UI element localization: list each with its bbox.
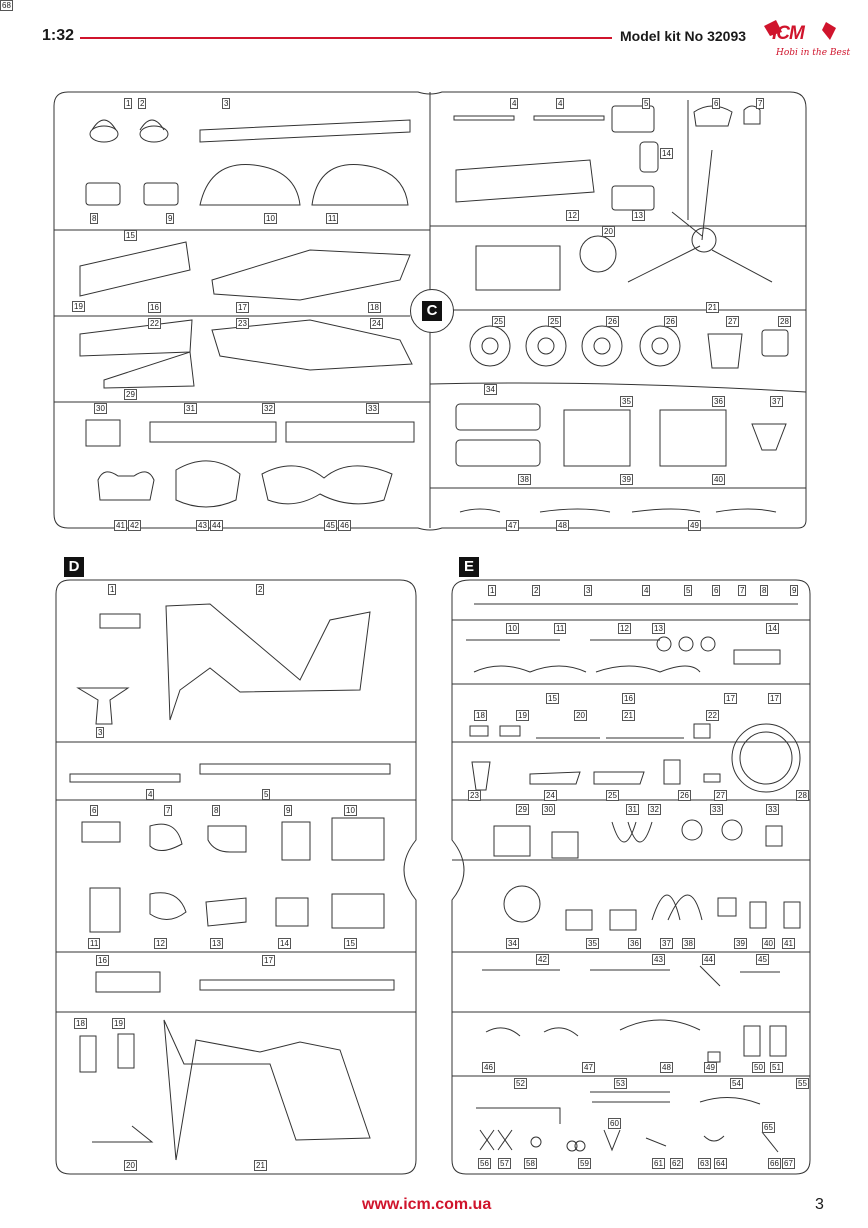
part-number-label: 16 bbox=[624, 694, 633, 703]
part-number-label: 42 bbox=[538, 955, 547, 964]
header-rule bbox=[80, 37, 612, 39]
part-number-label: 31 bbox=[186, 404, 195, 413]
part-number-label: 20 bbox=[126, 1161, 135, 1170]
part-number-label: 12 bbox=[156, 939, 165, 948]
part-number-label: 32 bbox=[650, 805, 659, 814]
part-number-label: 40 bbox=[714, 475, 723, 484]
part-number-label: 64 bbox=[716, 1159, 725, 1168]
part-number-label: 46 bbox=[484, 1063, 493, 1072]
part-number-label: 5 bbox=[644, 99, 649, 108]
part-number-label: 10 bbox=[346, 806, 355, 815]
part-number-label: 21 bbox=[708, 303, 717, 312]
part-number-label: 23 bbox=[470, 791, 479, 800]
part-number-label: 44 bbox=[212, 521, 221, 530]
brand-logo: ICM bbox=[772, 23, 804, 44]
part-number-label: 5 bbox=[686, 586, 691, 595]
part-number-label: 28 bbox=[798, 791, 807, 800]
part-number-label: 16 bbox=[150, 303, 159, 312]
part-number-label: 45 bbox=[758, 955, 767, 964]
part-number-label: 26 bbox=[666, 317, 675, 326]
part-number-label: 7 bbox=[758, 99, 763, 108]
part-number-label: 14 bbox=[662, 149, 671, 158]
part-number-label: 13 bbox=[212, 939, 221, 948]
part-number-label: 52 bbox=[516, 1079, 525, 1088]
part-number-label: 6 bbox=[714, 99, 719, 108]
part-number-label: 38 bbox=[520, 475, 529, 484]
part-number-label: 9 bbox=[286, 806, 291, 815]
part-number-label: 19 bbox=[74, 302, 83, 311]
part-number-label: 44 bbox=[704, 955, 713, 964]
part-number-label: 9 bbox=[792, 586, 797, 595]
part-number-label: 6 bbox=[92, 806, 97, 815]
part-number-label: 8 bbox=[762, 586, 767, 595]
part-number-label: 43 bbox=[198, 521, 207, 530]
part-number-label: 5 bbox=[264, 790, 269, 799]
part-number-label: 26 bbox=[680, 791, 689, 800]
part-number-label: 39 bbox=[736, 939, 745, 948]
sprue-c-badge bbox=[410, 289, 454, 333]
part-number-label: 31 bbox=[628, 805, 637, 814]
part-number-label: 63 bbox=[700, 1159, 709, 1168]
part-number-label: 6 bbox=[714, 586, 719, 595]
part-number-label: 42 bbox=[130, 521, 139, 530]
part-number-label: 40 bbox=[764, 939, 773, 948]
part-number-label: 48 bbox=[558, 521, 567, 530]
part-number-label: 60 bbox=[610, 1119, 619, 1128]
part-number-label: 36 bbox=[714, 397, 723, 406]
part-number-label: 27 bbox=[728, 317, 737, 326]
part-number-label: 50 bbox=[754, 1063, 763, 1072]
part-number-label: 29 bbox=[518, 805, 527, 814]
part-number-label: 33 bbox=[712, 805, 721, 814]
part-number-label: 11 bbox=[90, 939, 99, 948]
part-number-label: 47 bbox=[508, 521, 517, 530]
part-number-label: 48 bbox=[662, 1063, 671, 1072]
part-number-label: 3 bbox=[586, 586, 591, 595]
part-number-label: 3 bbox=[224, 99, 229, 108]
part-number-label: 17 bbox=[726, 694, 735, 703]
part-number-label: 18 bbox=[370, 303, 379, 312]
part-number-label: 53 bbox=[616, 1079, 625, 1088]
part-number-label: 55 bbox=[798, 1079, 807, 1088]
part-number-label: 62 bbox=[672, 1159, 681, 1168]
part-number-label: 67 bbox=[784, 1159, 793, 1168]
brand-tagline: Hobi in the Best bbox=[776, 48, 851, 58]
part-number-label: 61 bbox=[654, 1159, 663, 1168]
part-number-label: 35 bbox=[622, 397, 631, 406]
part-number-label: 13 bbox=[654, 624, 663, 633]
part-number-label: 26 bbox=[608, 317, 617, 326]
part-number-label: 57 bbox=[500, 1159, 509, 1168]
part-number-label: 18 bbox=[76, 1019, 85, 1028]
part-number-label: 17 bbox=[238, 303, 247, 312]
sprue-c-letter: C bbox=[422, 301, 442, 321]
part-number-label: 13 bbox=[634, 211, 643, 220]
part-number-label: 58 bbox=[526, 1159, 535, 1168]
part-number-label: 12 bbox=[620, 624, 629, 633]
part-number-label: 1 bbox=[110, 585, 115, 594]
scale-label: 1:32 bbox=[42, 27, 75, 44]
part-number-label: 15 bbox=[346, 939, 355, 948]
part-number-label: 4 bbox=[558, 99, 563, 108]
part-number-label: 4 bbox=[512, 99, 517, 108]
part-number-label: 15 bbox=[126, 231, 135, 240]
part-number-label: 7 bbox=[740, 586, 745, 595]
part-number-label: 9 bbox=[168, 214, 173, 223]
part-number-label: 20 bbox=[576, 711, 585, 720]
part-number-label: 37 bbox=[772, 397, 781, 406]
website-url[interactable]: www.icm.com.ua bbox=[362, 1196, 492, 1213]
part-number-label: 56 bbox=[480, 1159, 489, 1168]
kit-number-label: Model kit No 32093 bbox=[620, 28, 747, 44]
part-number-label: 22 bbox=[708, 711, 717, 720]
part-number-label: 17 bbox=[770, 694, 779, 703]
part-number-label: 18 bbox=[476, 711, 485, 720]
part-number-label: 30 bbox=[544, 805, 553, 814]
part-number-label: 23 bbox=[238, 319, 247, 328]
part-number-label: 29 bbox=[126, 390, 135, 399]
part-number-label: 1 bbox=[126, 99, 131, 108]
part-number-label: 21 bbox=[256, 1161, 265, 1170]
part-number-label: 2 bbox=[140, 99, 145, 108]
part-number-label: 47 bbox=[584, 1063, 593, 1072]
part-number-label: 34 bbox=[486, 385, 495, 394]
part-number-label: 68 bbox=[2, 1, 11, 10]
part-number-label: 49 bbox=[690, 521, 699, 530]
part-number-label: 12 bbox=[568, 211, 577, 220]
part-number-label: 33 bbox=[768, 805, 777, 814]
part-number-label: 28 bbox=[780, 317, 789, 326]
part-number-label: 24 bbox=[372, 319, 381, 328]
part-number-label: 19 bbox=[518, 711, 527, 720]
part-number-label: 30 bbox=[96, 404, 105, 413]
page-number: 3 bbox=[815, 1196, 824, 1213]
part-number-label: 27 bbox=[716, 791, 725, 800]
part-number-label: 25 bbox=[608, 791, 617, 800]
part-number-label: 38 bbox=[684, 939, 693, 948]
sprue-d-badge: D bbox=[64, 557, 84, 577]
part-number-label: 33 bbox=[368, 404, 377, 413]
part-number-label: 54 bbox=[732, 1079, 741, 1088]
part-number-label: 25 bbox=[494, 317, 503, 326]
part-number-label: 65 bbox=[764, 1123, 773, 1132]
part-number-label: 21 bbox=[624, 711, 633, 720]
part-number-label: 14 bbox=[280, 939, 289, 948]
part-number-label: 34 bbox=[508, 939, 517, 948]
part-number-label: 19 bbox=[114, 1019, 123, 1028]
part-number-label: 25 bbox=[550, 317, 559, 326]
part-number-label: 14 bbox=[768, 624, 777, 633]
part-number-label: 46 bbox=[340, 521, 349, 530]
part-number-label: 4 bbox=[148, 790, 153, 799]
part-number-label: 11 bbox=[556, 624, 565, 633]
part-number-label: 8 bbox=[92, 214, 97, 223]
part-number-label: 11 bbox=[328, 214, 337, 223]
part-number-label: 10 bbox=[508, 624, 517, 633]
part-number-label: 41 bbox=[116, 521, 125, 530]
part-number-label: 4 bbox=[644, 586, 649, 595]
part-number-label: 32 bbox=[264, 404, 273, 413]
part-number-label: 20 bbox=[604, 227, 613, 236]
sprue-e-badge: E bbox=[459, 557, 479, 577]
part-number-label: 66 bbox=[770, 1159, 779, 1168]
part-number-label: 22 bbox=[150, 319, 159, 328]
part-number-label: 39 bbox=[622, 475, 631, 484]
part-number-label: 35 bbox=[588, 939, 597, 948]
part-number-label: 2 bbox=[534, 586, 539, 595]
part-number-label: 49 bbox=[706, 1063, 715, 1072]
part-number-label: 51 bbox=[772, 1063, 781, 1072]
part-number-label: 17 bbox=[264, 956, 273, 965]
part-number-label: 1 bbox=[490, 586, 495, 595]
part-number-label: 43 bbox=[654, 955, 663, 964]
part-number-label: 15 bbox=[548, 694, 557, 703]
part-number-label: 59 bbox=[580, 1159, 589, 1168]
part-number-label: 45 bbox=[326, 521, 335, 530]
part-number-label: 3 bbox=[98, 728, 103, 737]
part-number-label: 16 bbox=[98, 956, 107, 965]
part-number-label: 2 bbox=[258, 585, 263, 594]
part-number-label: 10 bbox=[266, 214, 275, 223]
part-number-label: 8 bbox=[214, 806, 219, 815]
part-number-label: 7 bbox=[166, 806, 171, 815]
part-number-label: 37 bbox=[662, 939, 671, 948]
part-number-label: 36 bbox=[630, 939, 639, 948]
part-number-label: 41 bbox=[784, 939, 793, 948]
part-number-label: 24 bbox=[546, 791, 555, 800]
